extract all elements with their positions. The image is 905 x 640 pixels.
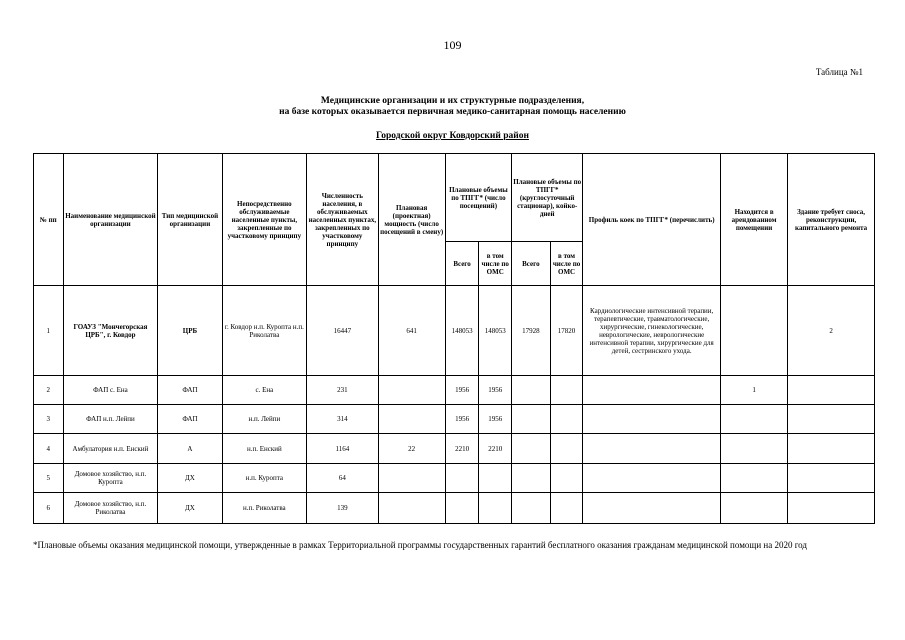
header-visits: Плановые объемы по ТПГГ* (число посещений) [445, 154, 511, 242]
cell-profile [583, 493, 721, 524]
cell-type: ФАП [158, 376, 222, 405]
cell-num: 3 [34, 405, 64, 434]
cell-capacity [378, 464, 445, 493]
cell-hosp-total [512, 376, 551, 405]
cell-population: 64 [307, 464, 378, 493]
header-profile: Профиль коек по ТПГГ* (перечислить) [583, 154, 721, 286]
cell-capacity [378, 493, 445, 524]
cell-rented: 1 [720, 376, 787, 405]
cell-profile [583, 434, 721, 464]
title-line-1: Медицинские организации и их структурные подразделения, [320, 96, 585, 106]
cell-settlements: г. Ковдор н.п. Куропта н.п. Риколатва [222, 286, 307, 376]
cell-hosp-total [512, 405, 551, 434]
cell-hosp-oms [550, 493, 583, 524]
cell-rented [720, 286, 787, 376]
cell-type: А [158, 434, 222, 464]
cell-population: 16447 [307, 286, 378, 376]
cell-capacity [378, 376, 445, 405]
cell-name: ГОАУЗ "Мончегорская ЦРБ", г. Ковдор [63, 286, 158, 376]
title-line-2: на базе которых оказывается первичная медико-санитарная помощь населению [279, 107, 626, 117]
cell-name: ФАП н.п. Лейпи [63, 405, 158, 434]
cell-visits-oms: 1956 [479, 405, 512, 434]
header-rented: Находится в арендованном помещении [720, 154, 787, 286]
cell-capacity [378, 405, 445, 434]
cell-repair [788, 434, 875, 464]
cell-visits-total: 2210 [445, 434, 479, 464]
cell-profile: Кардиологические интенсивной терапии, терапевтические, травматологические, хирургические, гинекологические, неврологические, неврологические интенсивной терапии, хирургические для детей, сестринского ухода. [583, 286, 721, 376]
cell-num: 6 [34, 493, 64, 524]
cell-type: ДХ [158, 493, 222, 524]
cell-num: 4 [34, 434, 64, 464]
cell-hosp-total [512, 434, 551, 464]
footnote: *Плановые объемы оказания медицинской помощи, утвержденные в рамках Территориальной программы государственных гарантий бесплатного оказания гражданам медицинской помощи на 2020 год [33, 540, 807, 550]
cell-name: Домовое хозяйство, н.п. Куропта [63, 464, 158, 493]
cell-rented [720, 434, 787, 464]
cell-visits-oms: 148053 [479, 286, 512, 376]
header-hosp-total: Всего [512, 242, 551, 286]
cell-num: 1 [34, 286, 64, 376]
cell-hosp-oms [550, 405, 583, 434]
cell-visits-total: 148053 [445, 286, 479, 376]
cell-hosp-oms [550, 434, 583, 464]
header-name: Наименование медицинской организации [63, 154, 158, 286]
cell-num: 2 [34, 376, 64, 405]
cell-settlements: н.п. Енский [222, 434, 307, 464]
cell-repair [788, 493, 875, 524]
medical-organizations-table [33, 153, 875, 524]
cell-population: 139 [307, 493, 378, 524]
header-population: Численность населения, в обслуживаемых населенных пунктах, закрепленных по участковому принципу [307, 154, 378, 286]
header-type: Тип медицинской организации [158, 154, 222, 286]
cell-visits-oms: 2210 [479, 434, 512, 464]
header-hosp-oms: в том числе по ОМС [550, 242, 583, 286]
cell-profile [583, 464, 721, 493]
table-row [34, 434, 875, 464]
cell-visits-total [445, 464, 479, 493]
district-heading: Городской округ Ковдорский район [376, 131, 529, 141]
cell-rented [720, 464, 787, 493]
cell-visits-total [445, 493, 479, 524]
cell-name: Домовое хозяйство, н.п. Риколатва [63, 493, 158, 524]
cell-settlements: с. Ена [222, 376, 307, 405]
cell-population: 314 [307, 405, 378, 434]
cell-rented [720, 405, 787, 434]
cell-profile [583, 405, 721, 434]
cell-capacity: 22 [378, 434, 445, 464]
cell-name: Амбулатория н.п. Енский [63, 434, 158, 464]
header-capacity: Плановая (проектная) мощность (число посещений в смену) [378, 154, 445, 286]
document-title [0, 96, 905, 118]
header-repair: Здание требует сноса, реконструкции, капитального ремонта [788, 154, 875, 286]
table-row [34, 405, 875, 434]
cell-hosp-oms [550, 464, 583, 493]
cell-visits-total: 1956 [445, 405, 479, 434]
header-num: № пп [34, 154, 64, 286]
header-visits-total: Всего [445, 242, 479, 286]
cell-settlements: н.п. Риколатва [222, 493, 307, 524]
table-label: Таблица №1 [815, 67, 863, 77]
cell-type: ЦРБ [158, 286, 222, 376]
cell-profile [583, 376, 721, 405]
cell-visits-oms: 1956 [479, 376, 512, 405]
cell-hosp-total [512, 464, 551, 493]
header-settlements: Непосредственно обслуживаемые населенные пункты, закрепленные по участковому принципу [222, 154, 307, 286]
cell-hosp-oms [550, 376, 583, 405]
cell-type: ФАП [158, 405, 222, 434]
cell-settlements: н.п. Лейпи [222, 405, 307, 434]
cell-repair [788, 464, 875, 493]
header-visits-oms: в том числе по ОМС [479, 242, 512, 286]
cell-hosp-oms: 17820 [550, 286, 583, 376]
cell-visits-total: 1956 [445, 376, 479, 405]
cell-hosp-total: 17928 [512, 286, 551, 376]
cell-visits-oms [479, 493, 512, 524]
cell-visits-oms [479, 464, 512, 493]
cell-type: ДХ [158, 464, 222, 493]
header-hospital: Плановые объемы по ТПГГ* (круглосуточный стационар), койко-дней [512, 154, 583, 242]
cell-settlements: н.п. Куропта [222, 464, 307, 493]
table-row [34, 376, 875, 405]
cell-population: 231 [307, 376, 378, 405]
cell-num: 5 [34, 464, 64, 493]
cell-repair [788, 376, 875, 405]
cell-population: 1164 [307, 434, 378, 464]
page-number: 109 [443, 38, 462, 52]
cell-repair: 2 [788, 286, 875, 376]
cell-repair [788, 405, 875, 434]
cell-rented [720, 493, 787, 524]
table-row [34, 464, 875, 493]
cell-name: ФАП с. Ена [63, 376, 158, 405]
table-row [34, 493, 875, 524]
cell-hosp-total [512, 493, 551, 524]
cell-capacity: 641 [378, 286, 445, 376]
table-row [34, 286, 875, 376]
